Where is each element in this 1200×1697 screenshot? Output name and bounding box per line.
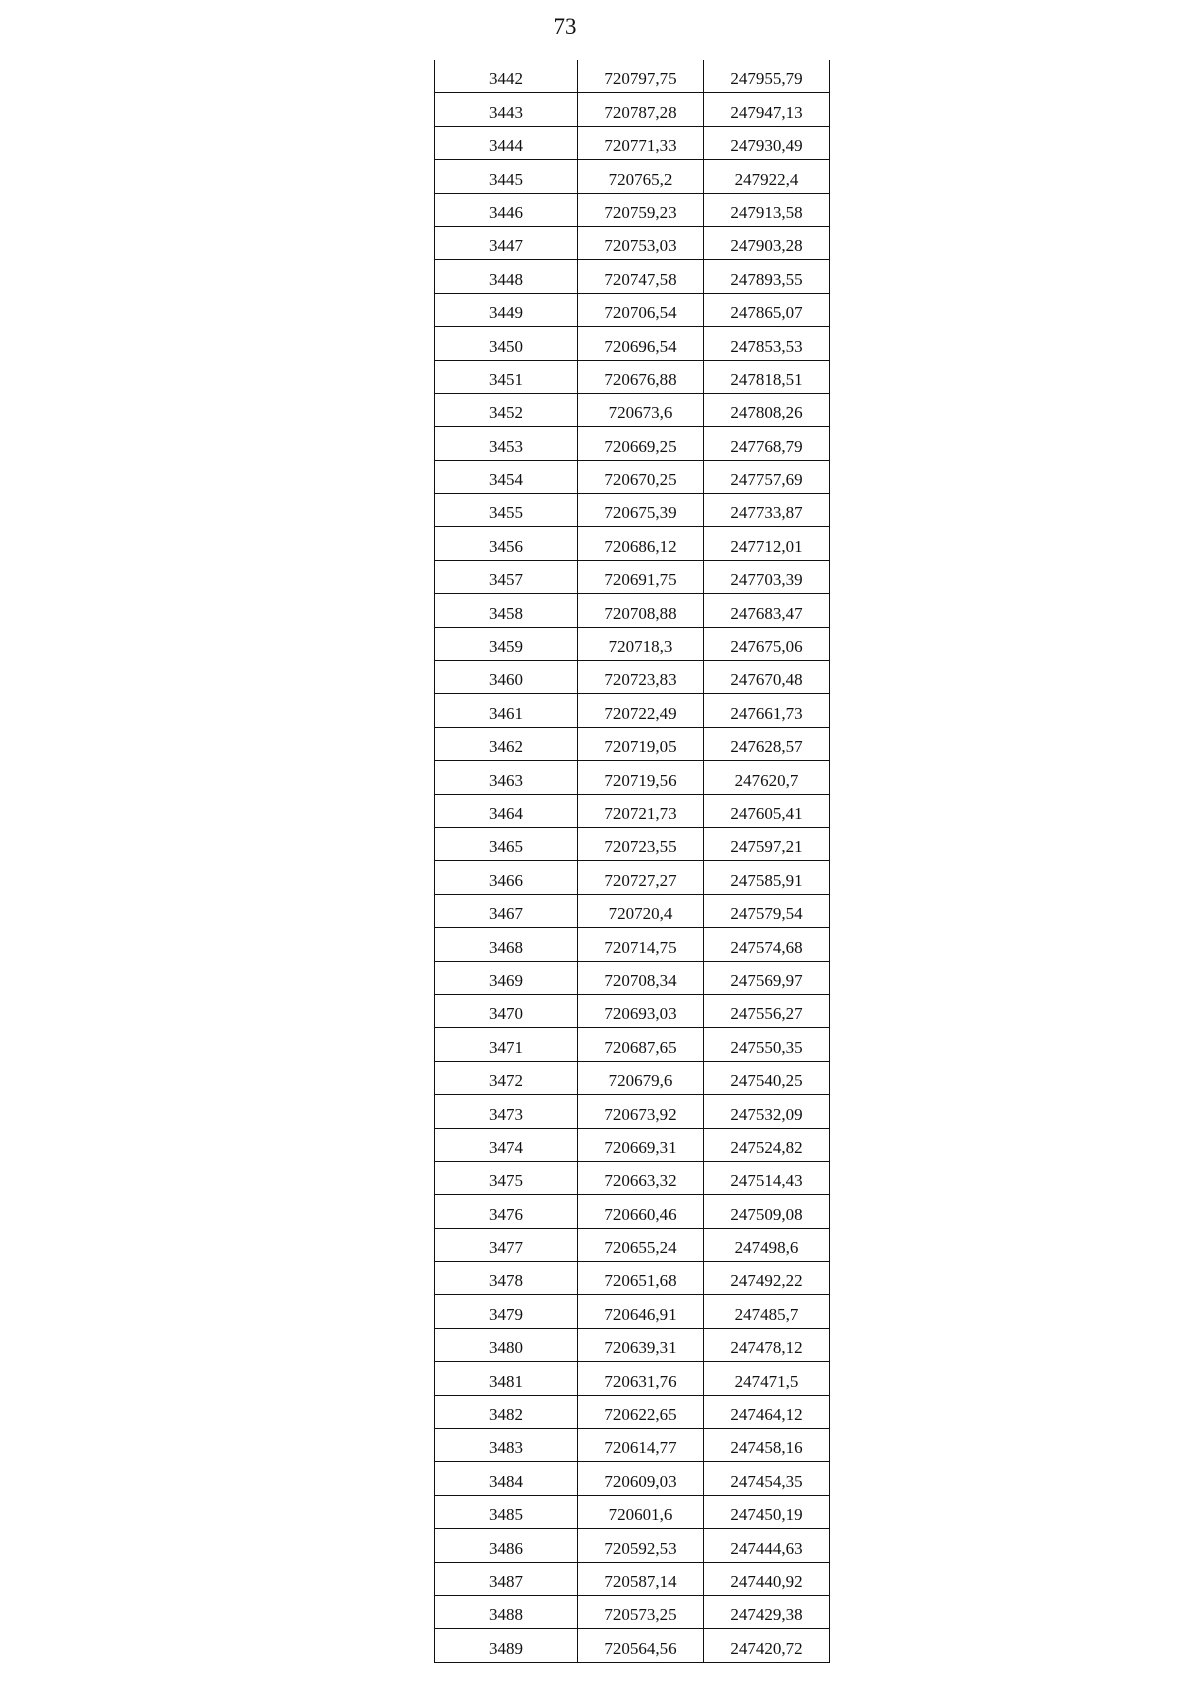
y-coordinate-cell: 247733,87 bbox=[704, 494, 830, 527]
y-coordinate-cell: 247703,39 bbox=[704, 560, 830, 593]
point-number-cell: 3446 bbox=[435, 193, 578, 226]
table-row bbox=[435, 1195, 830, 1228]
x-coordinate-cell: 720673,6 bbox=[578, 393, 704, 426]
y-coordinate-cell: 247808,26 bbox=[704, 393, 830, 426]
y-coordinate-cell: 247605,41 bbox=[704, 794, 830, 827]
x-coordinate-cell: 720696,54 bbox=[578, 327, 704, 360]
table-row bbox=[435, 961, 830, 994]
x-coordinate-cell: 720691,75 bbox=[578, 560, 704, 593]
x-coordinate-cell: 720676,88 bbox=[578, 360, 704, 393]
x-coordinate-cell: 720693,03 bbox=[578, 994, 704, 1027]
point-number-cell: 3477 bbox=[435, 1228, 578, 1261]
table-row bbox=[435, 794, 830, 827]
point-number-cell: 3474 bbox=[435, 1128, 578, 1161]
x-coordinate-cell: 720686,12 bbox=[578, 527, 704, 560]
point-number-cell: 3456 bbox=[435, 527, 578, 560]
point-number-cell: 3482 bbox=[435, 1395, 578, 1428]
point-number-cell: 3479 bbox=[435, 1295, 578, 1328]
table-row bbox=[435, 928, 830, 961]
y-coordinate-cell: 247444,63 bbox=[704, 1529, 830, 1562]
x-coordinate-cell: 720564,56 bbox=[578, 1629, 704, 1662]
table-row bbox=[435, 527, 830, 560]
point-number-cell: 3462 bbox=[435, 727, 578, 760]
y-coordinate-cell: 247628,57 bbox=[704, 727, 830, 760]
x-coordinate-cell: 720720,4 bbox=[578, 894, 704, 927]
y-coordinate-cell: 247712,01 bbox=[704, 527, 830, 560]
x-coordinate-cell: 720655,24 bbox=[578, 1228, 704, 1261]
x-coordinate-cell: 720719,05 bbox=[578, 727, 704, 760]
point-number-cell: 3489 bbox=[435, 1629, 578, 1662]
point-number-cell: 3475 bbox=[435, 1161, 578, 1194]
table-row bbox=[435, 1595, 830, 1628]
table-row bbox=[435, 93, 830, 126]
x-coordinate-cell: 720609,03 bbox=[578, 1462, 704, 1495]
y-coordinate-cell: 247597,21 bbox=[704, 827, 830, 860]
y-coordinate-cell: 247757,69 bbox=[704, 460, 830, 493]
x-coordinate-cell: 720797,75 bbox=[578, 60, 704, 93]
y-coordinate-cell: 247768,79 bbox=[704, 427, 830, 460]
y-coordinate-cell: 247556,27 bbox=[704, 994, 830, 1027]
table-row bbox=[435, 160, 830, 193]
table-row bbox=[435, 761, 830, 794]
point-number-cell: 3461 bbox=[435, 694, 578, 727]
y-coordinate-cell: 247485,7 bbox=[704, 1295, 830, 1328]
table-row bbox=[435, 393, 830, 426]
x-coordinate-cell: 720747,58 bbox=[578, 260, 704, 293]
table-row bbox=[435, 661, 830, 694]
table-row bbox=[435, 193, 830, 226]
point-number-cell: 3484 bbox=[435, 1462, 578, 1495]
table-row bbox=[435, 1629, 830, 1662]
y-coordinate-cell: 247675,06 bbox=[704, 627, 830, 660]
point-number-cell: 3448 bbox=[435, 260, 578, 293]
table-row bbox=[435, 1495, 830, 1528]
x-coordinate-cell: 720708,88 bbox=[578, 594, 704, 627]
point-number-cell: 3486 bbox=[435, 1529, 578, 1562]
table-row bbox=[435, 1028, 830, 1061]
point-number-cell: 3452 bbox=[435, 393, 578, 426]
y-coordinate-cell: 247947,13 bbox=[704, 93, 830, 126]
table-row bbox=[435, 1262, 830, 1295]
y-coordinate-cell: 247420,72 bbox=[704, 1629, 830, 1662]
table-row bbox=[435, 427, 830, 460]
point-number-cell: 3471 bbox=[435, 1028, 578, 1061]
point-number-cell: 3483 bbox=[435, 1429, 578, 1462]
point-number-cell: 3487 bbox=[435, 1562, 578, 1595]
point-number-cell: 3459 bbox=[435, 627, 578, 660]
y-coordinate-cell: 247429,38 bbox=[704, 1595, 830, 1628]
x-coordinate-cell: 720722,49 bbox=[578, 694, 704, 727]
table-row bbox=[435, 994, 830, 1027]
point-number-cell: 3476 bbox=[435, 1195, 578, 1228]
x-coordinate-cell: 720706,54 bbox=[578, 293, 704, 326]
x-coordinate-cell: 720614,77 bbox=[578, 1429, 704, 1462]
table-row bbox=[435, 293, 830, 326]
x-coordinate-cell: 720673,92 bbox=[578, 1095, 704, 1128]
x-coordinate-cell: 720573,25 bbox=[578, 1595, 704, 1628]
point-number-cell: 3453 bbox=[435, 427, 578, 460]
y-coordinate-cell: 247498,6 bbox=[704, 1228, 830, 1261]
x-coordinate-cell: 720670,25 bbox=[578, 460, 704, 493]
point-number-cell: 3445 bbox=[435, 160, 578, 193]
table-row bbox=[435, 694, 830, 727]
table-row bbox=[435, 1161, 830, 1194]
x-coordinate-cell: 720718,3 bbox=[578, 627, 704, 660]
x-coordinate-cell: 720660,46 bbox=[578, 1195, 704, 1228]
table-row bbox=[435, 60, 830, 93]
y-coordinate-cell: 247579,54 bbox=[704, 894, 830, 927]
point-number-cell: 3447 bbox=[435, 226, 578, 259]
point-number-cell: 3467 bbox=[435, 894, 578, 927]
point-number-cell: 3458 bbox=[435, 594, 578, 627]
y-coordinate-cell: 247620,7 bbox=[704, 761, 830, 794]
y-coordinate-cell: 247853,53 bbox=[704, 327, 830, 360]
table-row bbox=[435, 1362, 830, 1395]
table-row bbox=[435, 1462, 830, 1495]
point-number-cell: 3485 bbox=[435, 1495, 578, 1528]
x-coordinate-cell: 720587,14 bbox=[578, 1562, 704, 1595]
y-coordinate-cell: 247540,25 bbox=[704, 1061, 830, 1094]
table-row bbox=[435, 226, 830, 259]
y-coordinate-cell: 247492,22 bbox=[704, 1262, 830, 1295]
table-row bbox=[435, 827, 830, 860]
point-number-cell: 3443 bbox=[435, 93, 578, 126]
y-coordinate-cell: 247913,58 bbox=[704, 193, 830, 226]
point-number-cell: 3468 bbox=[435, 928, 578, 961]
point-number-cell: 3455 bbox=[435, 494, 578, 527]
table-body bbox=[435, 60, 830, 1662]
point-number-cell: 3488 bbox=[435, 1595, 578, 1628]
point-number-cell: 3442 bbox=[435, 60, 578, 93]
page-number: 73 bbox=[553, 14, 577, 39]
x-coordinate-cell: 720592,53 bbox=[578, 1529, 704, 1562]
point-number-cell: 3444 bbox=[435, 126, 578, 159]
y-coordinate-cell: 247818,51 bbox=[704, 360, 830, 393]
y-coordinate-cell: 247574,68 bbox=[704, 928, 830, 961]
y-coordinate-cell: 247464,12 bbox=[704, 1395, 830, 1428]
y-coordinate-cell: 247955,79 bbox=[704, 60, 830, 93]
point-number-cell: 3450 bbox=[435, 327, 578, 360]
x-coordinate-cell: 720639,31 bbox=[578, 1328, 704, 1361]
point-number-cell: 3481 bbox=[435, 1362, 578, 1395]
y-coordinate-cell: 247865,07 bbox=[704, 293, 830, 326]
x-coordinate-cell: 720708,34 bbox=[578, 961, 704, 994]
point-number-cell: 3465 bbox=[435, 827, 578, 860]
point-number-cell: 3478 bbox=[435, 1262, 578, 1295]
table-row bbox=[435, 1095, 830, 1128]
table-row bbox=[435, 1562, 830, 1595]
y-coordinate-cell: 247930,49 bbox=[704, 126, 830, 159]
point-number-cell: 3464 bbox=[435, 794, 578, 827]
point-number-cell: 3449 bbox=[435, 293, 578, 326]
y-coordinate-cell: 247514,43 bbox=[704, 1161, 830, 1194]
x-coordinate-cell: 720714,75 bbox=[578, 928, 704, 961]
x-coordinate-cell: 720631,76 bbox=[578, 1362, 704, 1395]
x-coordinate-cell: 720727,27 bbox=[578, 861, 704, 894]
y-coordinate-cell: 247903,28 bbox=[704, 226, 830, 259]
table-row bbox=[435, 594, 830, 627]
point-number-cell: 3472 bbox=[435, 1061, 578, 1094]
point-number-cell: 3454 bbox=[435, 460, 578, 493]
table-row bbox=[435, 727, 830, 760]
x-coordinate-cell: 720663,32 bbox=[578, 1161, 704, 1194]
y-coordinate-cell: 247683,47 bbox=[704, 594, 830, 627]
point-number-cell: 3480 bbox=[435, 1328, 578, 1361]
x-coordinate-cell: 720651,68 bbox=[578, 1262, 704, 1295]
table-row bbox=[435, 1529, 830, 1562]
x-coordinate-cell: 720723,83 bbox=[578, 661, 704, 694]
x-coordinate-cell: 720753,03 bbox=[578, 226, 704, 259]
y-coordinate-cell: 247450,19 bbox=[704, 1495, 830, 1528]
table-row bbox=[435, 260, 830, 293]
y-coordinate-cell: 247922,4 bbox=[704, 160, 830, 193]
point-number-cell: 3473 bbox=[435, 1095, 578, 1128]
x-coordinate-cell: 720723,55 bbox=[578, 827, 704, 860]
x-coordinate-cell: 720687,65 bbox=[578, 1028, 704, 1061]
x-coordinate-cell: 720622,65 bbox=[578, 1395, 704, 1428]
y-coordinate-cell: 247661,73 bbox=[704, 694, 830, 727]
y-coordinate-cell: 247458,16 bbox=[704, 1429, 830, 1462]
x-coordinate-cell: 720719,56 bbox=[578, 761, 704, 794]
table-row bbox=[435, 494, 830, 527]
x-coordinate-cell: 720646,91 bbox=[578, 1295, 704, 1328]
y-coordinate-cell: 247478,12 bbox=[704, 1328, 830, 1361]
y-coordinate-cell: 247471,5 bbox=[704, 1362, 830, 1395]
x-coordinate-cell: 720759,23 bbox=[578, 193, 704, 226]
table-row bbox=[435, 560, 830, 593]
table-row bbox=[435, 126, 830, 159]
table-row bbox=[435, 1429, 830, 1462]
point-number-cell: 3451 bbox=[435, 360, 578, 393]
y-coordinate-cell: 247440,92 bbox=[704, 1562, 830, 1595]
table-row bbox=[435, 1228, 830, 1261]
table-row bbox=[435, 627, 830, 660]
x-coordinate-cell: 720787,28 bbox=[578, 93, 704, 126]
x-coordinate-cell: 720675,39 bbox=[578, 494, 704, 527]
table-row bbox=[435, 1328, 830, 1361]
table-row bbox=[435, 1128, 830, 1161]
y-coordinate-cell: 247524,82 bbox=[704, 1128, 830, 1161]
point-number-cell: 3460 bbox=[435, 661, 578, 694]
table-row bbox=[435, 1061, 830, 1094]
y-coordinate-cell: 247585,91 bbox=[704, 861, 830, 894]
point-number-cell: 3463 bbox=[435, 761, 578, 794]
table-row bbox=[435, 360, 830, 393]
x-coordinate-cell: 720669,31 bbox=[578, 1128, 704, 1161]
x-coordinate-cell: 720765,2 bbox=[578, 160, 704, 193]
table-row bbox=[435, 1395, 830, 1428]
x-coordinate-cell: 720601,6 bbox=[578, 1495, 704, 1528]
x-coordinate-cell: 720679,6 bbox=[578, 1061, 704, 1094]
table-row bbox=[435, 460, 830, 493]
x-coordinate-cell: 720669,25 bbox=[578, 427, 704, 460]
point-number-cell: 3466 bbox=[435, 861, 578, 894]
table-row bbox=[435, 894, 830, 927]
table-row bbox=[435, 327, 830, 360]
y-coordinate-cell: 247569,97 bbox=[704, 961, 830, 994]
point-number-cell: 3457 bbox=[435, 560, 578, 593]
x-coordinate-cell: 720771,33 bbox=[578, 126, 704, 159]
point-number-cell: 3469 bbox=[435, 961, 578, 994]
y-coordinate-cell: 247454,35 bbox=[704, 1462, 830, 1495]
table-row bbox=[435, 1295, 830, 1328]
x-coordinate-cell: 720721,73 bbox=[578, 794, 704, 827]
y-coordinate-cell: 247509,08 bbox=[704, 1195, 830, 1228]
y-coordinate-cell: 247893,55 bbox=[704, 260, 830, 293]
table-row bbox=[435, 861, 830, 894]
y-coordinate-cell: 247532,09 bbox=[704, 1095, 830, 1128]
y-coordinate-cell: 247670,48 bbox=[704, 661, 830, 694]
coordinates-table bbox=[434, 60, 830, 1663]
point-number-cell: 3470 bbox=[435, 994, 578, 1027]
y-coordinate-cell: 247550,35 bbox=[704, 1028, 830, 1061]
